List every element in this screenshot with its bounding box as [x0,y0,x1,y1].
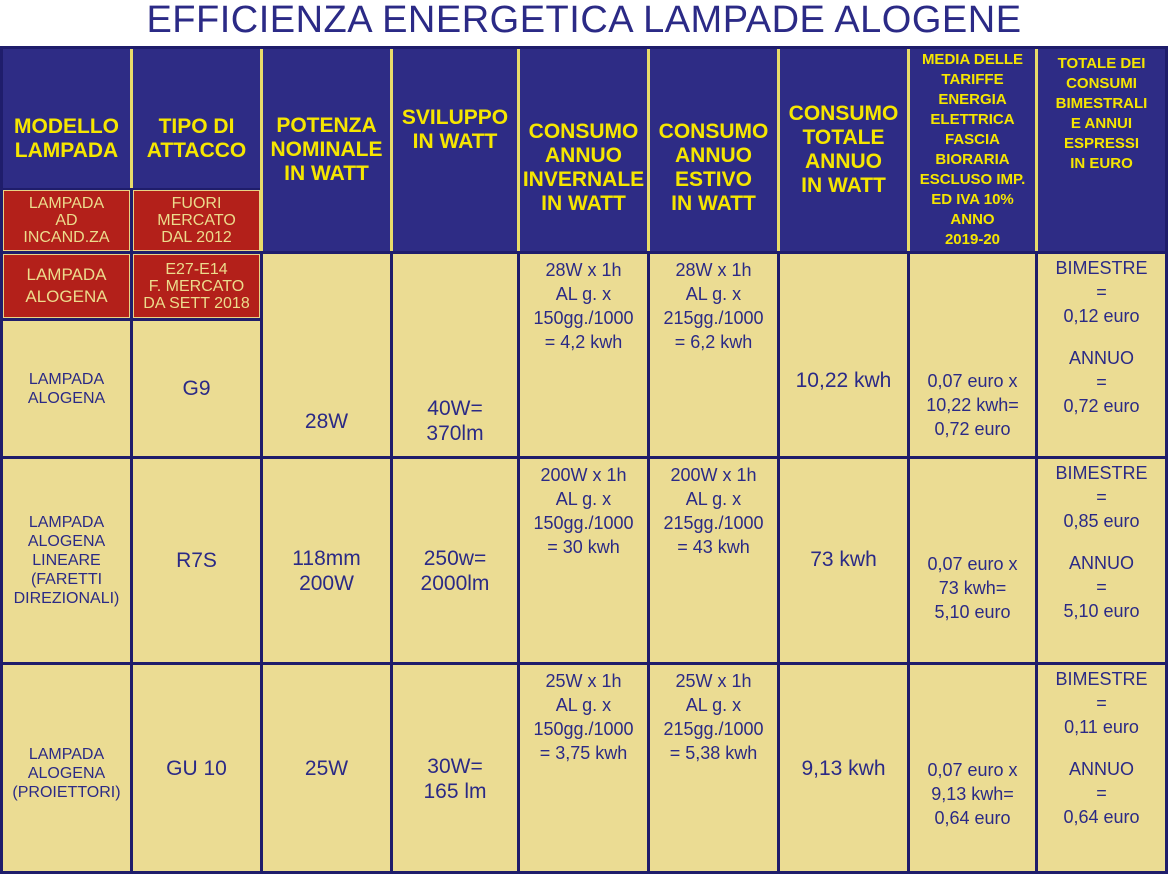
header-consumo-estivo: CONSUMO ANNUO ESTIVO IN WATT [650,49,777,251]
row3-potenza: 25W [263,665,390,871]
row3-modello: LAMPADA ALOGENA (PROIETTORI) [3,665,130,871]
header-divider [130,49,133,188]
energy-efficiency-table [0,46,1168,874]
row1-attacco: G9 [133,321,260,456]
row3-totale-euro [1038,665,1165,871]
note-alogena-status: E27-E14 F. MERCATO DA SETT 2018 [133,254,260,318]
row1-tariffa: 0,07 euro x 10,22 kwh= 0,72 euro [910,254,1035,456]
row1-modello: LAMPADA ALOGENA [3,321,130,456]
row1-potenza: 28W [263,254,390,456]
row3-annuo: ANNUO = 0,64 euro [1063,759,1140,827]
row2-consumo-estivo: 200W x 1h AL g. x 215gg./1000 = 43 kwh [650,459,777,662]
row3-consumo-estivo: 25W x 1h AL g. x 215gg./1000 = 5,38 kwh [650,665,777,871]
header-divider [907,49,910,251]
row3-bimestre: BIMESTRE = 0,11 euro [1055,669,1148,737]
row3-consumo-invernale: 25W x 1h AL g. x 150gg./1000 = 3,75 kwh [520,665,647,871]
header-sviluppo: SVILUPPO IN WATT [393,49,517,251]
row1-consumo-totale: 10,22 kwh [780,254,907,456]
header-totale-euro: TOTALE DEI CONSUMI BIMESTRALI E ANNUI ESPRESSI IN EURO [1038,49,1165,251]
row1-totale-euro [1038,254,1165,456]
row2-tariffa: 0,07 euro x 73 kwh= 5,10 euro [910,459,1035,662]
header-consumo-totale: CONSUMO TOTALE ANNUO IN WATT [780,49,907,251]
header-attacco: TIPO DI ATTACCO [133,49,260,188]
page-title: EFFICIENZA ENERGETICA LAMPADE ALOGENE [146,0,1022,41]
row2-annuo: ANNUO = 5,10 euro [1063,553,1140,621]
row1-consumo-invernale: 28W x 1h AL g. x 150gg./1000 = 4,2 kwh [520,254,647,456]
row3-sviluppo: 30W= 165 lm [393,665,517,871]
header-divider [390,49,393,251]
row3-tariffa: 0,07 euro x 9,13 kwh= 0,64 euro [910,665,1035,871]
row3-consumo-totale: 9,13 kwh [780,665,907,871]
row1-sviluppo: 40W= 370lm [393,254,517,456]
header-divider [1035,49,1038,251]
header-tariffe: MEDIA DELLE TARIFFE ENERGIA ELETTRICA FASCIA BIORARIA ESCLUSO IMP. ED IVA 10% ANNO 2019-20 [910,49,1035,251]
row3-attacco: GU 10 [133,665,260,871]
row2-consumo-invernale: 200W x 1h AL g. x 150gg./1000 = 30 kwh [520,459,647,662]
row1-annuo: ANNUO = 0,72 euro [1063,348,1140,416]
header-divider [777,49,780,251]
row2-sviluppo: 250w= 2000lm [393,459,517,662]
header-consumo-invernale: CONSUMO ANNUO INVERNALE IN WATT [520,49,647,251]
row2-potenza: 118mm 200W [263,459,390,662]
row2-bimestre: BIMESTRE = 0,85 euro [1055,463,1148,531]
row2-totale-euro [1038,459,1165,662]
note-incandescenza-model: LAMPADA AD INCAND.ZA [3,190,130,251]
note-incandescenza-status: FUORI MERCATO DAL 2012 [133,190,260,251]
header-divider [647,49,650,251]
header-potenza: POTENZA NOMINALE IN WATT [263,49,390,251]
note-alogena-model: LAMPADA ALOGENA [3,254,130,318]
row2-consumo-totale: 73 kwh [780,459,907,662]
row2-attacco: R7S [133,459,260,662]
row2-modello: LAMPADA ALOGENA LINEARE (FARETTI DIREZIONALI) [3,459,130,662]
header-modello: MODELLO LAMPADA [3,49,130,188]
row1-bimestre: BIMESTRE = 0,12 euro [1055,258,1148,326]
row1-consumo-estivo: 28W x 1h AL g. x 215gg./1000 = 6,2 kwh [650,254,777,456]
header-divider [260,49,263,251]
header-divider [517,49,520,251]
